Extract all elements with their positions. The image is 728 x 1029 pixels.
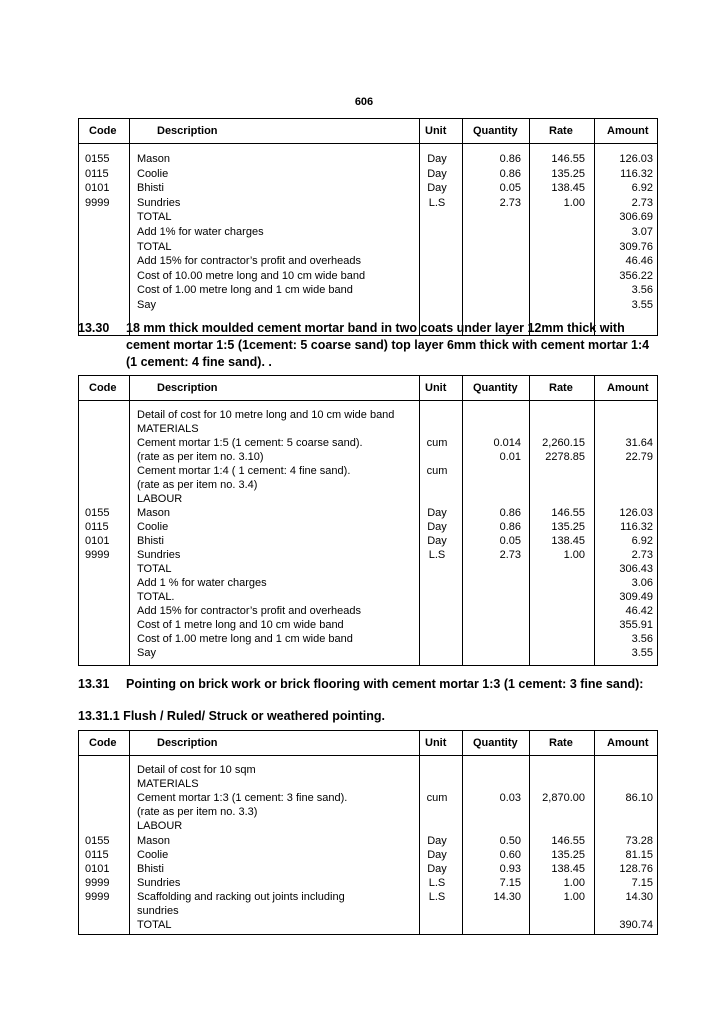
row-description: (rate as per item no. 3.3): [137, 806, 258, 819]
row-code: 9999: [85, 196, 110, 209]
table-row: [79, 819, 659, 833]
row-quantity: 0.86: [499, 167, 521, 180]
row-unit: L.S: [428, 890, 446, 903]
row-amount: 7.15: [631, 876, 653, 889]
table-row: [79, 576, 659, 590]
table-row: [79, 791, 659, 805]
row-description: Mason: [137, 507, 171, 519]
table-header: [79, 119, 657, 144]
column-divider: [529, 376, 530, 665]
row-unit: L.S: [428, 549, 446, 561]
row-amount: 6.92: [631, 535, 653, 547]
row-unit: L.S: [428, 876, 446, 889]
row-amount: 309.49: [619, 591, 653, 603]
header-description: Description: [157, 125, 218, 137]
row-quantity: 0.014: [493, 437, 521, 449]
column-divider: [419, 119, 420, 335]
row-description: Bhisti: [137, 862, 164, 875]
row-description: Add 15% for contractor’s profit and overheads: [137, 605, 362, 617]
table-row: [79, 269, 659, 283]
table-header: [79, 376, 657, 401]
row-quantity: 0.60: [499, 848, 521, 861]
header-quantity: Quantity: [473, 125, 518, 137]
row-description: Coolie: [137, 848, 169, 861]
row-unit: cum: [426, 437, 448, 449]
row-unit: cum: [426, 792, 448, 805]
row-description: Detail of cost for 10 sqm: [137, 764, 256, 776]
row-description: Mason: [137, 834, 171, 847]
row-description: Bhisti: [137, 535, 164, 547]
row-description: LABOUR: [137, 493, 183, 505]
row-amount: 355.91: [619, 619, 653, 631]
row-amount: 81.15: [625, 848, 653, 861]
row-rate: 146.55: [551, 507, 585, 519]
table-body: [79, 144, 657, 335]
row-amount: 3.06: [631, 577, 653, 589]
row-quantity: 0.86: [499, 507, 521, 519]
row-rate: 2,260.15: [542, 437, 585, 449]
column-divider: [594, 119, 595, 335]
table-row: [79, 562, 659, 576]
row-amount: 306.43: [619, 563, 653, 575]
row-rate: 1.00: [563, 876, 585, 889]
header-description: Description: [157, 737, 218, 749]
table-row: [79, 904, 659, 918]
header-rate: Rate: [549, 125, 573, 137]
table-row: [79, 834, 659, 848]
row-quantity: 0.05: [499, 182, 521, 195]
header-amount: Amount: [607, 382, 649, 394]
row-rate: 138.45: [551, 862, 585, 875]
row-unit: Day: [427, 862, 447, 875]
row-rate: 135.25: [551, 167, 585, 180]
table-row: [79, 167, 659, 181]
section-number: 13.30: [78, 321, 110, 335]
row-rate: 138.45: [551, 535, 585, 547]
table-row: [79, 254, 659, 268]
rate-table-3: [78, 730, 658, 935]
row-code: 0115: [85, 521, 109, 533]
table-row: [79, 225, 659, 239]
row-description: TOTAL: [137, 211, 172, 224]
row-description: Scaffolding and racking out joints including: [137, 890, 345, 903]
row-amount: 3.55: [631, 299, 653, 311]
column-divider: [462, 731, 463, 934]
row-quantity: 0.50: [499, 834, 521, 847]
row-quantity: 0.86: [499, 153, 521, 165]
page-number: 606: [354, 96, 374, 108]
row-unit: Day: [427, 521, 447, 533]
column-divider: [594, 376, 595, 665]
row-unit: Day: [427, 182, 447, 195]
row-description: Say: [137, 299, 156, 311]
section-number: 13.31: [78, 677, 110, 691]
table-row: [79, 646, 659, 660]
row-rate: 1.00: [563, 196, 585, 209]
row-description: TOTAL: [137, 240, 172, 253]
row-rate: 2,870.00: [542, 792, 585, 805]
row-description: Mason: [137, 153, 171, 165]
row-description: MATERIALS: [137, 423, 199, 435]
row-amount: 22.79: [625, 451, 653, 463]
row-amount: 2.73: [631, 196, 653, 209]
row-code: 9999: [85, 890, 110, 903]
table-row: [79, 492, 659, 506]
rate-table-1: [78, 118, 658, 336]
row-code: 9999: [85, 549, 110, 561]
row-amount: 126.03: [619, 153, 653, 165]
row-quantity: 2.73: [499, 549, 521, 561]
row-quantity: 0.86: [499, 521, 521, 533]
row-rate: 135.25: [551, 521, 585, 533]
table-row: [79, 450, 659, 464]
table-row: [79, 632, 659, 646]
row-amount: 356.22: [619, 269, 653, 282]
row-unit: Day: [427, 507, 447, 519]
column-divider: [462, 376, 463, 665]
table-row: [79, 298, 659, 312]
row-amount: 86.10: [625, 792, 653, 805]
table-row: [79, 848, 659, 862]
row-description: TOTAL: [137, 563, 172, 575]
table-row: [79, 181, 659, 195]
row-code: 9999: [85, 876, 110, 889]
row-amount: 3.07: [631, 226, 653, 238]
row-amount: 31.64: [625, 437, 653, 449]
row-description: Coolie: [137, 521, 169, 533]
column-divider: [419, 731, 420, 934]
table-row: [79, 890, 659, 904]
row-rate: 1.00: [563, 549, 585, 561]
row-description: Cement mortar 1:5 (1 cement: 5 coarse sand).: [137, 437, 363, 449]
row-quantity: 14.30: [493, 890, 521, 903]
table-row: [79, 196, 659, 210]
header-rate: Rate: [549, 382, 573, 394]
row-unit: L.S: [428, 196, 446, 209]
row-unit: Day: [427, 848, 447, 861]
row-description: Cement mortar 1:4 ( 1 cement: 4 fine sand).: [137, 465, 351, 477]
table-row: [79, 805, 659, 819]
table-row: [79, 876, 659, 890]
header-amount: Amount: [607, 737, 649, 749]
table-body: [79, 756, 657, 934]
row-description: Cost of 1.00 metre long and 1 cm wide band: [137, 284, 353, 297]
row-code: 0155: [85, 834, 110, 847]
row-amount: 2.73: [631, 549, 653, 561]
section-title: Pointing on brick work or brick flooring with cement mortar 1:3 (1 cement: 3 fine sand):: [126, 677, 644, 691]
table-row: [79, 436, 659, 450]
table-row: [79, 618, 659, 632]
section-heading-13-30: [78, 320, 664, 372]
row-description: Detail of cost for 10 metre long and 10 cm wide band: [137, 409, 395, 421]
row-amount: 3.56: [631, 633, 653, 645]
column-divider: [529, 731, 530, 934]
row-description: Sundries: [137, 876, 181, 889]
row-amount: 3.55: [631, 647, 653, 659]
row-amount: 46.46: [625, 255, 653, 268]
row-description: Bhisti: [137, 182, 164, 195]
header-code: Code: [89, 737, 117, 749]
row-code: 0115: [85, 167, 109, 180]
row-unit: Day: [427, 834, 447, 847]
table-row: [79, 478, 659, 492]
row-code: 0101: [85, 862, 110, 875]
row-amount: 390.74: [619, 919, 653, 932]
table-header: [79, 731, 657, 756]
header-code: Code: [89, 125, 117, 137]
row-description: Say: [137, 647, 156, 659]
header-quantity: Quantity: [473, 382, 518, 394]
row-description: TOTAL: [137, 919, 172, 932]
row-quantity: 0.01: [499, 451, 521, 463]
row-quantity: 2.73: [499, 196, 521, 209]
header-amount: Amount: [607, 125, 649, 137]
table-row: [79, 422, 659, 436]
row-amount: 46.42: [625, 605, 653, 617]
column-divider: [462, 119, 463, 335]
row-code: 0101: [85, 182, 110, 195]
row-amount: 116.32: [620, 167, 653, 180]
row-quantity: 0.03: [499, 792, 521, 805]
row-amount: 14.30: [625, 890, 653, 903]
table-row: [79, 152, 659, 166]
column-divider: [419, 376, 420, 665]
table-row: [79, 520, 659, 534]
row-description: (rate as per item no. 3.10): [137, 451, 264, 463]
row-unit: Day: [427, 153, 447, 165]
table-row: [79, 283, 659, 297]
row-description: LABOUR: [137, 820, 183, 833]
row-description: Sundries: [137, 549, 181, 561]
table-row: [79, 777, 659, 791]
table-row: [79, 918, 659, 932]
header-unit: Unit: [425, 737, 447, 749]
row-description: Cost of 1.00 metre long and 1 cm wide band: [137, 633, 353, 645]
row-description: Cost of 10.00 metre long and 10 cm wide band: [137, 269, 366, 282]
table-row: [79, 210, 659, 224]
row-code: 0155: [85, 153, 110, 165]
row-rate: 1.00: [563, 890, 585, 903]
table-body: [79, 401, 657, 665]
row-description: Add 1 % for water charges: [137, 577, 267, 589]
section-title: 18 mm thick moulded cement mortar band in two coats under layer 12mm thick with cement mortar 1:5 (1cement: 5 coarse sand) top layer 6mm thick with cement mortar 1:4 (1 cement: 4 fine sand). .: [126, 321, 650, 369]
row-description: Sundries: [137, 196, 181, 209]
header-quantity: Quantity: [473, 737, 518, 749]
table-row: [79, 506, 659, 520]
row-rate: 146.55: [551, 834, 585, 847]
row-description: Add 15% for contractor’s profit and overheads: [137, 255, 362, 268]
row-code: 0155: [85, 507, 110, 519]
header-rate: Rate: [549, 737, 573, 749]
header-description: Description: [157, 382, 218, 394]
table-row: [79, 590, 659, 604]
row-quantity: 0.05: [499, 535, 521, 547]
row-code: 0101: [85, 535, 110, 547]
row-rate: 138.45: [551, 182, 585, 195]
row-quantity: 7.15: [499, 876, 521, 889]
row-unit: Day: [427, 167, 447, 180]
column-divider: [129, 731, 130, 934]
row-amount: 128.76: [619, 862, 653, 875]
row-amount: 3.56: [631, 284, 653, 297]
row-quantity: 0.93: [499, 862, 521, 875]
row-description: Cement mortar 1:3 (1 cement: 3 fine sand).: [137, 792, 348, 805]
subsection-heading-13-31-1: 13.31.1 Flush / Ruled/ Struck or weathered pointing.: [78, 709, 386, 723]
row-description: Add 1% for water charges: [137, 226, 264, 238]
row-description: sundries: [137, 905, 179, 917]
row-description: Cost of 1 metre long and 10 cm wide band: [137, 619, 344, 631]
header-unit: Unit: [425, 125, 447, 137]
table-row: [79, 408, 659, 422]
header-code: Code: [89, 382, 117, 394]
row-rate: 146.55: [551, 153, 585, 165]
row-amount: 73.28: [625, 834, 653, 847]
row-amount: 126.03: [619, 507, 653, 519]
column-divider: [594, 731, 595, 934]
row-description: TOTAL.: [137, 591, 175, 603]
column-divider: [129, 376, 130, 665]
row-unit: cum: [426, 465, 448, 477]
table-row: [79, 464, 659, 478]
row-amount: 306.69: [619, 211, 653, 224]
column-divider: [529, 119, 530, 335]
row-amount: 6.92: [631, 182, 653, 195]
table-row: [79, 534, 659, 548]
row-amount: 309.76: [619, 240, 653, 253]
row-description: Coolie: [137, 167, 169, 180]
row-description: MATERIALS: [137, 778, 199, 791]
rate-table-2: [78, 375, 658, 666]
row-amount: 116.32: [620, 521, 653, 533]
table-row: [79, 763, 659, 777]
section-heading-13-31: [78, 676, 664, 712]
header-unit: Unit: [425, 382, 447, 394]
table-row: [79, 604, 659, 618]
row-code: 0115: [85, 848, 109, 861]
table-row: [79, 548, 659, 562]
row-unit: Day: [427, 535, 447, 547]
table-row: [79, 862, 659, 876]
row-rate: 2278.85: [545, 451, 585, 463]
column-divider: [129, 119, 130, 335]
row-rate: 135.25: [551, 848, 585, 861]
row-description: (rate as per item no. 3.4): [137, 479, 258, 491]
table-row: [79, 240, 659, 254]
